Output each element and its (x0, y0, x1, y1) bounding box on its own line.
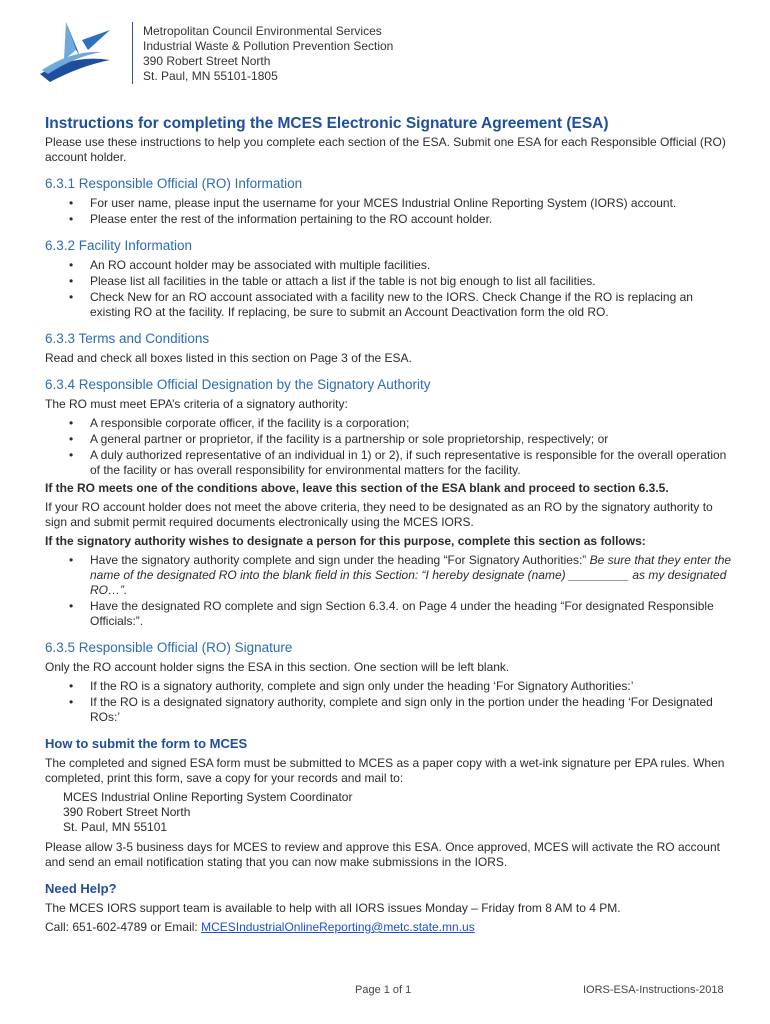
step-text: Have the signatory authority complete and sign under the heading “For Signatory Authorities:” (90, 553, 590, 567)
list-item: • A responsible corporate officer, if the facility is a corporation; (90, 416, 735, 431)
section-634-bold-note: If the RO meets one of the conditions above, leave this section of the ESA blank and proceed to section 6.3.5. (45, 481, 669, 495)
section-633-text: Read and check all boxes listed in this section on Page 3 of the ESA. (45, 351, 412, 365)
document-id: IORS-ESA-Instructions-2018 (583, 984, 724, 996)
step-italic-note: Be sure that they enter the name of the designated RO into the blank field in this Section: “I hereby designate (name) _________ as my designated RO…”. (90, 553, 732, 597)
mailing-address-line: MCES Industrial Online Reporting System Coordinator (63, 790, 353, 804)
section-heading-633: 6.3.3 Terms and Conditions (45, 331, 210, 346)
mailing-address (45, 790, 735, 835)
list-item: • Check New for an RO account associated with a facility new to the IORS. Check Change if the RO is replacing an existing RO at the facility. If replacing, be sure to submit an Account Deactivation form the old RO. (90, 290, 735, 320)
mailing-address-line: 390 Robert Street North (63, 805, 191, 819)
list-item: • An RO account holder may be associated with multiple facilities. (90, 258, 735, 273)
help-paragraph: The MCES IORS support team is available to help with all IORS issues Monday – Friday from 8 AM to 4 PM. (45, 901, 621, 915)
list-item: • Please enter the rest of the information pertaining to the RO account holder. (90, 212, 735, 227)
header-divider (132, 22, 133, 84)
submit-paragraph: The completed and signed ESA form must be submitted to MCES as a paper copy with a wet-ink signature per EPA rules. When completed, print this form, save a copy for your records and mail to: (45, 756, 725, 785)
section-heading-632: 6.3.2 Facility Information (45, 238, 193, 253)
header-section: Industrial Waste & Pollution Prevention Section (143, 39, 394, 53)
header-street: 390 Robert Street North (143, 54, 271, 68)
section-634-intro: The RO must meet EPA’s criteria of a signatory authority: (45, 397, 348, 411)
section-634-paragraph: If your RO account holder does not meet the above criteria, they need to be designated as an RO by the signatory authority to sign and submit permit required documents electronically using the MCES IORS. (45, 500, 713, 529)
list-634-steps (45, 553, 735, 629)
list-item: • A general partner or proprietor, if the facility is a partnership or sole proprietorship, respectively; or (90, 432, 735, 447)
list-item: • A duly authorized representative of an individual in 1) or 2), if such representative is responsible for the overall operation of the facility or has overall responsibility for environmental matters for the facility. (90, 448, 735, 478)
header-city: St. Paul, MN 55101-1805 (143, 69, 278, 83)
help-contact-prefix: Call: 651-602-4789 or Email: (45, 920, 202, 934)
section-heading-631: 6.3.1 Responsible Official (RO) Information (45, 176, 303, 191)
mailing-address-line: St. Paul, MN 55101 (63, 820, 168, 834)
list-632 (45, 258, 735, 320)
submit-paragraph-2: Please allow 3-5 business days for MCES to review and approve this ESA. Once approved, MCES will activate the RO account and send an email notification stating that you can now make submissions in the IORS. (45, 840, 720, 869)
list-634 (45, 416, 735, 478)
header-address (143, 24, 393, 84)
help-heading: Need Help? (45, 881, 117, 896)
list-635 (45, 679, 735, 725)
page-title: Instructions for completing the MCES Electronic Signature Agreement (ESA) (45, 115, 609, 132)
met-council-logo-icon (36, 20, 112, 84)
list-item: • If the RO is a designated signatory authority, complete and sign only in the portion under the heading ‘For Designated ROs:’ (90, 695, 735, 725)
document-body (45, 114, 735, 939)
header-org: Metropolitan Council Environmental Services (143, 24, 382, 38)
section-heading-635: 6.3.5 Responsible Official (RO) Signature (45, 640, 293, 655)
list-item (90, 553, 735, 598)
section-635-intro: Only the RO account holder signs the ESA in this section. One section will be left blank. (45, 660, 510, 674)
list-item: • Please list all facilities in the table or attach a list if the table is not big enough to list all facilities. (90, 274, 735, 289)
intro-text: Please use these instructions to help you complete each section of the ESA. Submit one ESA for each Responsible Official (RO) account holder. (45, 135, 726, 164)
list-item: • If the RO is a signatory authority, complete and sign only under the heading ‘For Signatory Authorities:’ (90, 679, 735, 694)
help-contact (45, 920, 735, 935)
section-634-bold-instruction: If the signatory authority wishes to designate a person for this purpose, complete this section as follows: (45, 534, 646, 548)
list-item: • For user name, please input the username for your MCES Industrial Online Reporting System (IORS) account. (90, 196, 735, 211)
list-item: • Have the designated RO complete and sign Section 6.3.4. on Page 4 under the heading “For designated Responsible Officials:”. (90, 599, 735, 629)
list-631 (45, 196, 735, 227)
submit-heading: How to submit the form to MCES (45, 736, 248, 751)
section-heading-634: 6.3.4 Responsible Official Designation by the Signatory Authority (45, 377, 431, 392)
support-email-link[interactable]: MCESIndustrialOnlineReporting@metc.state.mn.us (201, 920, 475, 934)
page-number: Page 1 of 1 (355, 984, 412, 996)
